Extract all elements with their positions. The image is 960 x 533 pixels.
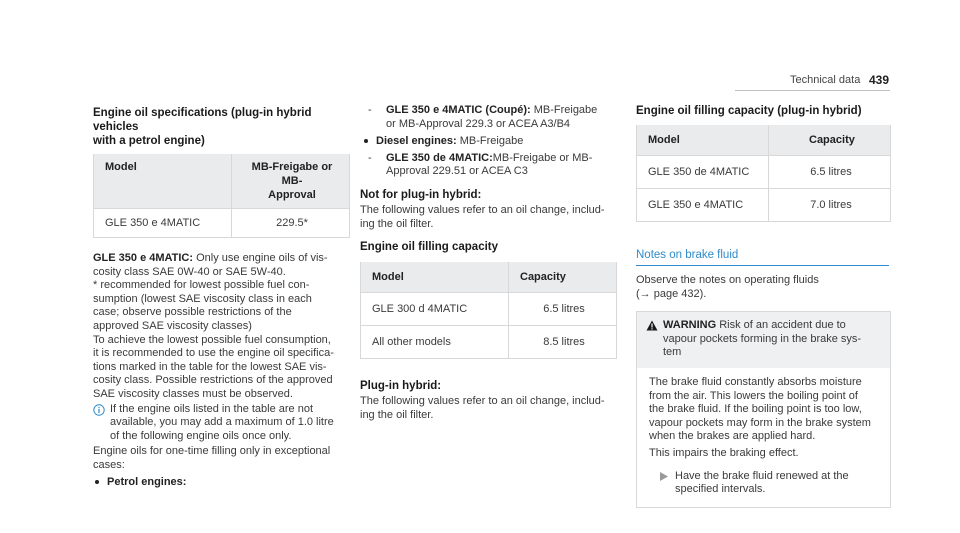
table-header-capacity: Capacity [769, 125, 891, 156]
column-2 [360, 104, 620, 422]
oil-spec-table [93, 154, 350, 238]
warning-body: The brake fluid constantly absorbs moisture from the air. This lowers the boiling point of the brake fluid. If the boiling point is too low, vapour pockets may form in the brake system when the brakes are applied hard. This impairs the braking effect. Have the brake fluid renewed at the specified intervals. [637, 368, 890, 507]
note-block: If the engine oils listed in the table are not available, you may add a maximum of 1.0 litre of the following engine oils once only. [93, 403, 353, 444]
plugin-capacity-table [636, 125, 891, 222]
table-row: GLE 350 e 4MATIC 7.0 litres [637, 189, 890, 222]
warning-box [636, 311, 891, 508]
dash-item-diesel: - GLE 350 de 4MATIC:MB-Freigabe or MB- Approval 229.51 or ACEA C3 [368, 151, 593, 178]
observe-paragraph: Observe the notes on operating fluids (→ page 432). [636, 274, 819, 300]
not-plugin-heading: Not for plug-in hybrid: [360, 188, 482, 201]
table-header-capacity: Capacity [509, 262, 617, 293]
bullet-icon [364, 139, 368, 143]
column-1 [93, 106, 353, 489]
filling-capacity-table [360, 262, 617, 359]
exception-paragraph: Engine oils for one-time filling only in exceptional cases: [93, 445, 331, 471]
table-row: GLE 300 d 4MATIC 6.5 litres [361, 293, 616, 326]
not-plugin-text: The following values refer to an oil change, includ- ing the oil filter. [360, 203, 605, 230]
header-rule [735, 90, 890, 91]
column-3 [636, 104, 892, 508]
oil-spec-heading: Engine oil specifications (plug-in hybrid vehicles with a petrol engine) [93, 107, 312, 147]
brake-fluid-heading: Notes on brake fluid [636, 249, 739, 261]
table-row: All other models 8.5 litres [361, 326, 616, 359]
plugin-hybrid-text: The following values refer to an oil change, includ- ing the oil filter. [360, 395, 605, 421]
bullet-diesel: Diesel engines: MB-Freigabe [360, 135, 620, 149]
brake-fluid-rule [636, 265, 889, 266]
table-row: GLE 350 e 4MATIC 229.5* [94, 209, 349, 238]
action-step: Have the brake fluid renewed at the specified intervals. [649, 470, 882, 497]
play-arrow-icon [660, 472, 668, 481]
plugin-capacity-heading: Engine oil filling capacity (plug-in hybrid) [636, 105, 862, 117]
warning-icon [646, 320, 658, 331]
page-number: 439 [869, 73, 890, 87]
info-icon [93, 404, 105, 416]
table-header-model: Model [94, 154, 232, 209]
plugin-hybrid-heading: Plug-in hybrid: [360, 380, 442, 393]
dash-item-coupe: - GLE 350 e 4MATIC (Coupé): MB-Freigabe or MB-Approval 229.3 or ACEA A3/B4 [368, 104, 598, 130]
bullet-icon [95, 480, 99, 484]
bullet-petrol: Petrol engines: [93, 476, 353, 490]
table-header-model: Model [637, 125, 769, 156]
section-title: Technical data [790, 74, 861, 86]
table-header-approval: MB-Freigabe or MB- Approval [232, 154, 350, 209]
table-header-model: Model [361, 262, 509, 293]
table-row: GLE 350 de 4MATIC 6.5 litres [637, 156, 890, 189]
warning-header: WARNING Risk of an accident due to vapour pockets forming in the brake sys- tem [637, 312, 890, 368]
viscosity-paragraph: GLE 350 e 4MATIC: Only use engine oils of vis- cosity class SAE 0W-40 or SAE 5W-40. * recommended for lowest possible fuel con- sumption (lowest SAE viscosity class in each case; observe possible restrictions of the approved SAE viscosity classes) To achieve the lowest possible fuel consumption, it is recommended to use the engine oil specifica- tions marked in the table for the lowest SAE vis- cosity class. Possible restrictions of the approved SAE viscosity classes must be observed. [93, 252, 334, 400]
filling-capacity-heading: Engine oil filling capacity [360, 241, 499, 254]
